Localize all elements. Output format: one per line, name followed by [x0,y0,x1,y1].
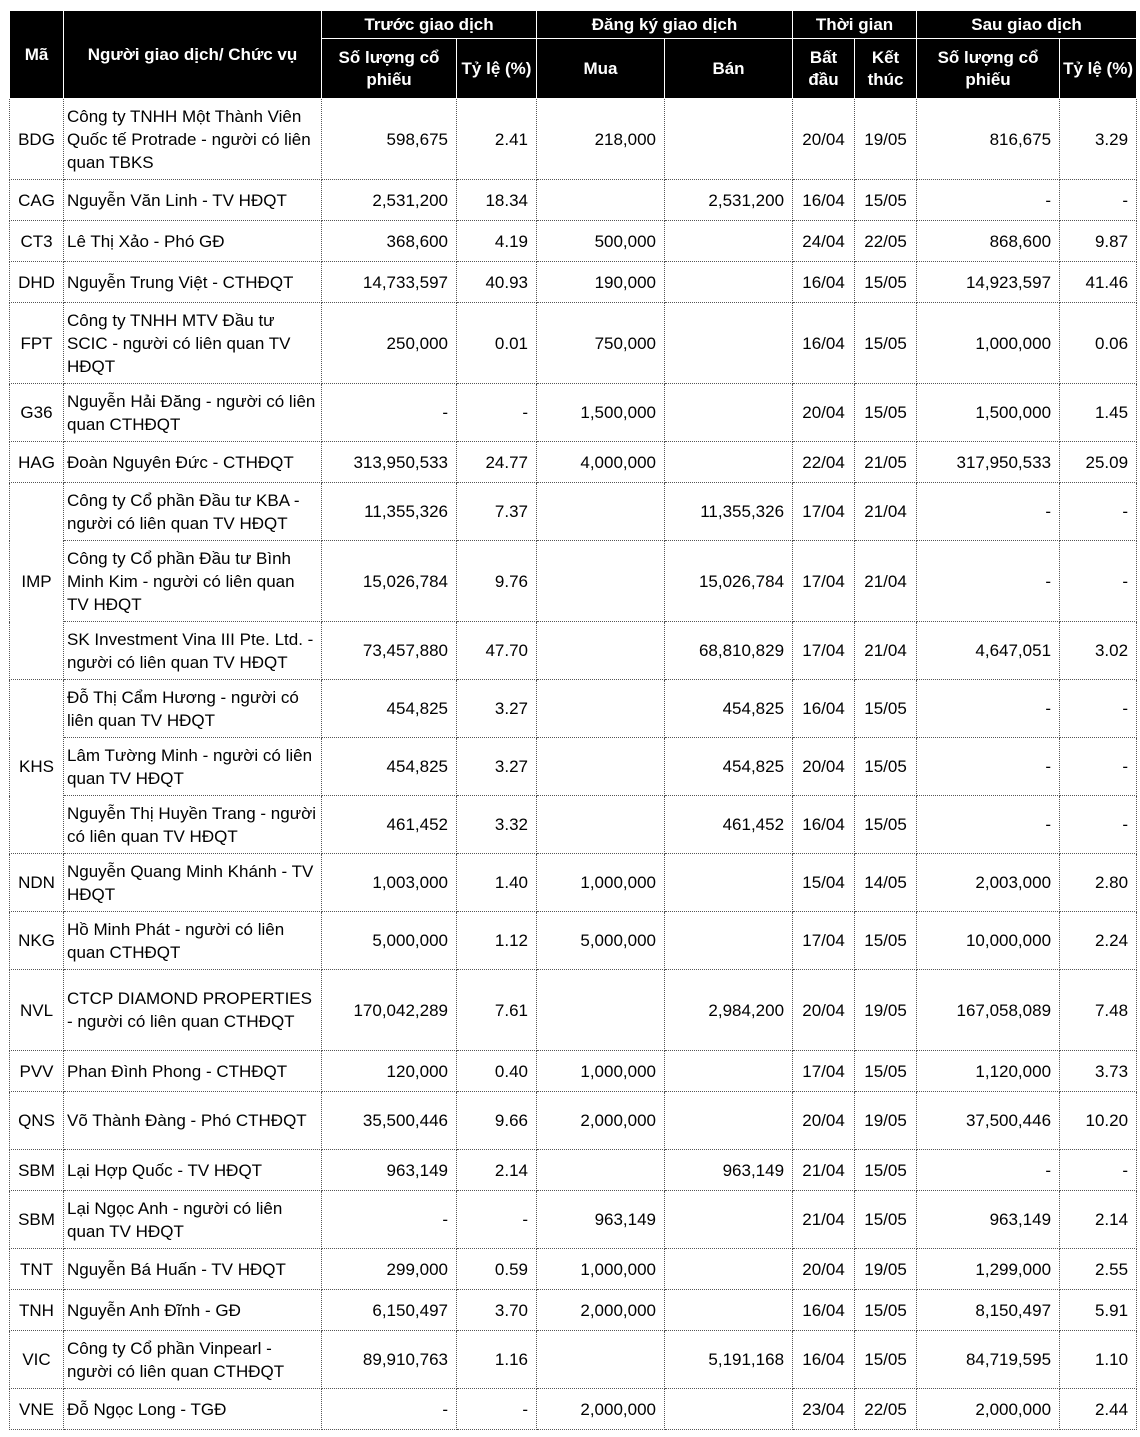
cell-buy: 1,000,000 [537,1249,665,1290]
cell-before-pct: 7.61 [457,970,537,1051]
cell-before-pct: 2.41 [457,99,537,180]
cell-before-pct: - [457,384,537,442]
table-row [10,796,1137,854]
cell-before-qty: - [322,1191,457,1249]
cell-buy [537,796,665,854]
cell-end: 15/05 [855,680,917,738]
cell-before-qty: 461,452 [322,796,457,854]
table-row [10,442,1137,483]
cell-buy: 750,000 [537,303,665,384]
cell-name: Phan Đình Phong - CTHĐQT [64,1051,322,1092]
table-row [10,483,1137,541]
cell-after-qty: - [917,796,1060,854]
cell-before-pct: 4.19 [457,221,537,262]
cell-code: SBM [10,1150,64,1191]
table-row [10,1191,1137,1249]
cell-name: Công ty TNHH Một Thành Viên Quốc tế Protrade - người có liên quan TBKS [64,99,322,180]
cell-after-pct: 0.06 [1060,303,1137,384]
cell-sell: 461,452 [665,796,793,854]
cell-end: 15/05 [855,1051,917,1092]
cell-sell: 15,026,784 [665,541,793,622]
cell-code: BDG [10,99,64,180]
cell-code: NDN [10,854,64,912]
table-row [10,1389,1137,1430]
cell-start: 20/04 [793,99,855,180]
cell-buy: 2,000,000 [537,1389,665,1430]
table-row [10,1331,1137,1389]
cell-start: 20/04 [793,1092,855,1150]
cell-name: Công ty TNHH MTV Đầu tư SCIC - người có liên quan TV HĐQT [64,303,322,384]
header-bat-dau: Bất đầu [793,39,855,99]
cell-buy: 1,000,000 [537,854,665,912]
cell-sell [665,1249,793,1290]
cell-buy [537,1150,665,1191]
cell-name: Nguyễn Văn Linh - TV HĐQT [64,180,322,221]
cell-after-pct: - [1060,483,1137,541]
cell-code: VIC [10,1331,64,1389]
cell-after-qty: - [917,738,1060,796]
header-ket-thuc: Kết thúc [855,39,917,99]
cell-before-pct: 0.01 [457,303,537,384]
cell-start: 22/04 [793,442,855,483]
cell-before-qty: 6,150,497 [322,1290,457,1331]
cell-end: 15/05 [855,180,917,221]
cell-name: Đỗ Thị Cẩm Hương - người có liên quan TV HĐQT [64,680,322,738]
cell-name: Nguyễn Bá Huấn - TV HĐQT [64,1249,322,1290]
cell-end: 19/05 [855,99,917,180]
cell-code: VNE [10,1389,64,1430]
cell-end: 19/05 [855,1092,917,1150]
cell-buy: 500,000 [537,221,665,262]
cell-before-pct: 7.37 [457,483,537,541]
cell-before-qty: 170,042,289 [322,970,457,1051]
cell-buy [537,541,665,622]
cell-code: KHS [10,680,64,854]
cell-after-qty: - [917,483,1060,541]
cell-sell: 963,149 [665,1150,793,1191]
cell-after-qty: 8,150,497 [917,1290,1060,1331]
table-row [10,384,1137,442]
cell-after-pct: - [1060,680,1137,738]
cell-before-qty: 2,531,200 [322,180,457,221]
cell-after-pct: 25.09 [1060,442,1137,483]
cell-end: 15/05 [855,303,917,384]
cell-before-qty: - [322,1389,457,1430]
cell-name: Lê Thị Xảo - Phó GĐ [64,221,322,262]
cell-buy: 190,000 [537,262,665,303]
cell-after-pct: 2.80 [1060,854,1137,912]
cell-start: 17/04 [793,1051,855,1092]
cell-before-qty: 73,457,880 [322,622,457,680]
cell-before-pct: 2.14 [457,1150,537,1191]
insider-trading-table [9,10,1137,1430]
cell-buy: 1,500,000 [537,384,665,442]
cell-start: 21/04 [793,1150,855,1191]
cell-after-qty: 2,003,000 [917,854,1060,912]
cell-buy [537,180,665,221]
table-row [10,912,1137,970]
cell-buy [537,970,665,1051]
cell-name: Đoàn Nguyên Đức - CTHĐQT [64,442,322,483]
cell-sell: 2,531,200 [665,180,793,221]
cell-after-pct: - [1060,796,1137,854]
cell-name: Nguyễn Anh Đĩnh - GĐ [64,1290,322,1331]
cell-before-qty: - [322,384,457,442]
cell-before-qty: 598,675 [322,99,457,180]
cell-start: 20/04 [793,970,855,1051]
cell-after-qty: 317,950,533 [917,442,1060,483]
cell-code: IMP [10,483,64,680]
cell-end: 21/05 [855,442,917,483]
cell-buy: 2,000,000 [537,1290,665,1331]
cell-end: 15/05 [855,262,917,303]
cell-after-pct: 9.87 [1060,221,1137,262]
cell-after-pct: - [1060,180,1137,221]
header-ban: Bán [665,39,793,99]
cell-start: 20/04 [793,1249,855,1290]
cell-end: 15/05 [855,1150,917,1191]
cell-name: Nguyễn Hải Đăng - người có liên quan CTHĐQT [64,384,322,442]
table-row [10,1249,1137,1290]
cell-end: 21/04 [855,541,917,622]
cell-name: SK Investment Vina III Pte. Ltd. - người có liên quan TV HĐQT [64,622,322,680]
cell-before-qty: 1,003,000 [322,854,457,912]
cell-before-qty: 454,825 [322,738,457,796]
cell-sell [665,1290,793,1331]
table-row [10,303,1137,384]
cell-name: Nguyễn Quang Minh Khánh - TV HĐQT [64,854,322,912]
cell-after-qty: 1,299,000 [917,1249,1060,1290]
cell-after-pct: 2.14 [1060,1191,1137,1249]
cell-before-qty: 35,500,446 [322,1092,457,1150]
cell-after-qty: 1,120,000 [917,1051,1060,1092]
cell-end: 22/05 [855,1389,917,1430]
cell-end: 15/05 [855,1290,917,1331]
cell-after-qty: 37,500,446 [917,1092,1060,1150]
cell-before-pct: 1.12 [457,912,537,970]
table-row [10,1290,1137,1331]
cell-name: Lại Ngọc Anh - người có liên quan TV HĐQT [64,1191,322,1249]
cell-before-pct: 1.16 [457,1331,537,1389]
cell-before-qty: 15,026,784 [322,541,457,622]
cell-after-pct: 3.73 [1060,1051,1137,1092]
cell-after-qty: 963,149 [917,1191,1060,1249]
cell-end: 21/04 [855,622,917,680]
cell-code: FPT [10,303,64,384]
cell-after-pct: 10.20 [1060,1092,1137,1150]
cell-code: TNH [10,1290,64,1331]
cell-end: 15/05 [855,796,917,854]
cell-name: Hồ Minh Phát - người có liên quan CTHĐQT [64,912,322,970]
cell-after-qty: 84,719,595 [917,1331,1060,1389]
cell-after-pct: 5.91 [1060,1290,1137,1331]
cell-sell [665,262,793,303]
cell-start: 16/04 [793,303,855,384]
cell-name: Lâm Tường Minh - người có liên quan TV HĐQT [64,738,322,796]
table-row [10,1092,1137,1150]
table-row [10,1150,1137,1191]
cell-name: Công ty Cổ phần Đầu tư Bình Minh Kim - người có liên quan TV HĐQT [64,541,322,622]
cell-code: HAG [10,442,64,483]
cell-after-qty: 14,923,597 [917,262,1060,303]
cell-start: 24/04 [793,221,855,262]
cell-after-qty: 1,000,000 [917,303,1060,384]
cell-before-pct: 1.40 [457,854,537,912]
cell-sell: 68,810,829 [665,622,793,680]
cell-after-pct: 2.55 [1060,1249,1137,1290]
cell-code: QNS [10,1092,64,1150]
cell-before-pct: 0.40 [457,1051,537,1092]
cell-buy: 4,000,000 [537,442,665,483]
cell-sell [665,384,793,442]
cell-sell [665,854,793,912]
cell-after-qty: - [917,680,1060,738]
cell-code: PVV [10,1051,64,1092]
cell-after-qty: 1,500,000 [917,384,1060,442]
cell-after-pct: - [1060,1150,1137,1191]
cell-end: 15/05 [855,912,917,970]
cell-end: 19/05 [855,970,917,1051]
cell-before-pct: 9.76 [457,541,537,622]
header-after-qty: Số lượng cổ phiếu [917,39,1060,99]
table-row [10,680,1137,738]
cell-sell [665,1092,793,1150]
cell-code: CT3 [10,221,64,262]
cell-sell [665,303,793,384]
cell-before-qty: 5,000,000 [322,912,457,970]
cell-sell: 454,825 [665,738,793,796]
cell-after-qty: 816,675 [917,99,1060,180]
cell-sell [665,442,793,483]
cell-sell [665,99,793,180]
cell-before-qty: 120,000 [322,1051,457,1092]
cell-code: TNT [10,1249,64,1290]
cell-start: 16/04 [793,680,855,738]
cell-before-pct: 3.32 [457,796,537,854]
table-header [10,11,1137,99]
cell-end: 22/05 [855,221,917,262]
cell-sell [665,1051,793,1092]
cell-before-qty: 368,600 [322,221,457,262]
header-before-pct: Tỷ lệ (%) [457,39,537,99]
table-row [10,622,1137,680]
cell-name: CTCP DIAMOND PROPERTIES - người có liên quan CTHĐQT [64,970,322,1051]
cell-after-pct: 41.46 [1060,262,1137,303]
header-mua: Mua [537,39,665,99]
cell-buy [537,680,665,738]
cell-before-qty: 454,825 [322,680,457,738]
cell-end: 15/05 [855,1331,917,1389]
cell-after-qty: - [917,1150,1060,1191]
cell-code: NKG [10,912,64,970]
table-row [10,180,1137,221]
cell-start: 16/04 [793,262,855,303]
cell-before-qty: 14,733,597 [322,262,457,303]
cell-after-pct: 1.10 [1060,1331,1137,1389]
cell-sell [665,912,793,970]
cell-code: G36 [10,384,64,442]
cell-after-pct: 1.45 [1060,384,1137,442]
cell-end: 15/05 [855,738,917,796]
cell-sell: 454,825 [665,680,793,738]
table-row [10,99,1137,180]
cell-after-pct: 3.29 [1060,99,1137,180]
header-sau-giao-dich: Sau giao dịch [917,11,1137,39]
cell-before-pct: 47.70 [457,622,537,680]
cell-sell [665,1389,793,1430]
cell-after-pct: 3.02 [1060,622,1137,680]
cell-name: Đỗ Ngọc Long - TGĐ [64,1389,322,1430]
cell-start: 16/04 [793,796,855,854]
cell-start: 15/04 [793,854,855,912]
cell-start: 16/04 [793,180,855,221]
cell-name: Công ty Cổ phần Vinpearl - người có liên quan CTHĐQT [64,1331,322,1389]
cell-start: 21/04 [793,1191,855,1249]
table-row [10,1051,1137,1092]
cell-after-pct: - [1060,738,1137,796]
cell-start: 20/04 [793,738,855,796]
cell-after-pct: 2.24 [1060,912,1137,970]
cell-buy: 2,000,000 [537,1092,665,1150]
cell-before-qty: 299,000 [322,1249,457,1290]
cell-start: 17/04 [793,541,855,622]
cell-code: DHD [10,262,64,303]
cell-after-qty: 167,058,089 [917,970,1060,1051]
cell-buy [537,483,665,541]
cell-before-qty: 250,000 [322,303,457,384]
cell-start: 17/04 [793,622,855,680]
cell-name: Võ Thành Đàng - Phó CTHĐQT [64,1092,322,1150]
cell-before-qty: 963,149 [322,1150,457,1191]
cell-end: 19/05 [855,1249,917,1290]
cell-start: 23/04 [793,1389,855,1430]
table-row [10,738,1137,796]
cell-before-qty: 11,355,326 [322,483,457,541]
cell-after-qty: 868,600 [917,221,1060,262]
cell-before-pct: 3.27 [457,680,537,738]
cell-buy: 218,000 [537,99,665,180]
cell-after-pct: 2.44 [1060,1389,1137,1430]
cell-before-pct: - [457,1191,537,1249]
cell-end: 21/04 [855,483,917,541]
header-before-qty: Số lượng cổ phiếu [322,39,457,99]
cell-sell: 5,191,168 [665,1331,793,1389]
table-row [10,970,1137,1051]
cell-name: Nguyễn Thị Huyền Trang - người có liên quan TV HĐQT [64,796,322,854]
cell-start: 16/04 [793,1290,855,1331]
header-thoi-gian: Thời gian [793,11,917,39]
cell-after-qty: 2,000,000 [917,1389,1060,1430]
cell-after-pct: - [1060,541,1137,622]
cell-sell: 2,984,200 [665,970,793,1051]
cell-before-pct: 3.27 [457,738,537,796]
cell-start: 16/04 [793,1331,855,1389]
table-row [10,221,1137,262]
cell-start: 17/04 [793,912,855,970]
header-ma: Mã [10,11,64,99]
table-row [10,854,1137,912]
cell-end: 14/05 [855,854,917,912]
table-row [10,262,1137,303]
cell-after-pct: 7.48 [1060,970,1137,1051]
cell-end: 15/05 [855,1191,917,1249]
cell-before-pct: 3.70 [457,1290,537,1331]
cell-name: Công ty Cổ phần Đầu tư KBA - người có liên quan TV HĐQT [64,483,322,541]
header-after-pct: Tỷ lệ (%) [1060,39,1137,99]
cell-before-pct: 0.59 [457,1249,537,1290]
cell-name: Nguyễn Trung Việt - CTHĐQT [64,262,322,303]
cell-after-qty: - [917,541,1060,622]
cell-code: NVL [10,970,64,1051]
cell-buy [537,738,665,796]
cell-buy: 5,000,000 [537,912,665,970]
cell-sell: 11,355,326 [665,483,793,541]
cell-before-pct: - [457,1389,537,1430]
cell-before-pct: 40.93 [457,262,537,303]
cell-before-qty: 89,910,763 [322,1331,457,1389]
header-nguoi-giao-dich: Người giao dịch/ Chức vụ [64,11,322,99]
cell-after-qty: - [917,180,1060,221]
cell-buy [537,622,665,680]
cell-start: 17/04 [793,483,855,541]
cell-before-pct: 24.77 [457,442,537,483]
cell-after-qty: 4,647,051 [917,622,1060,680]
cell-code: SBM [10,1191,64,1249]
cell-start: 20/04 [793,384,855,442]
cell-code: CAG [10,180,64,221]
cell-after-qty: 10,000,000 [917,912,1060,970]
header-truoc-giao-dich: Trước giao dịch [322,11,537,39]
cell-end: 15/05 [855,384,917,442]
cell-before-pct: 18.34 [457,180,537,221]
cell-before-pct: 9.66 [457,1092,537,1150]
cell-sell [665,1191,793,1249]
table-row [10,541,1137,622]
cell-buy: 1,000,000 [537,1051,665,1092]
cell-sell [665,221,793,262]
table-body [10,99,1137,1430]
cell-buy [537,1331,665,1389]
cell-name: Lại Hợp Quốc - TV HĐQT [64,1150,322,1191]
header-dang-ky-giao-dich: Đăng ký giao dịch [537,11,793,39]
cell-before-qty: 313,950,533 [322,442,457,483]
cell-buy: 963,149 [537,1191,665,1249]
